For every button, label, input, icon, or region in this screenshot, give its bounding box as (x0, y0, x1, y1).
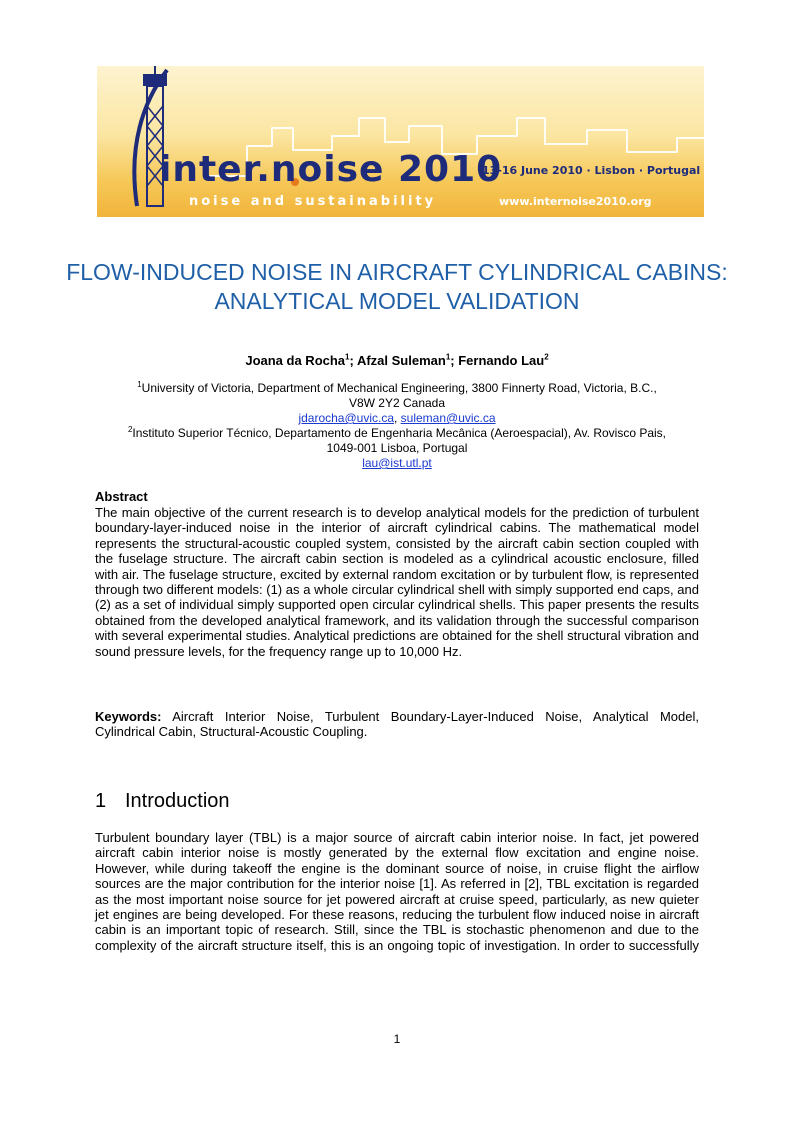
author-separator: ; (349, 353, 357, 368)
email-separator: , (394, 411, 401, 425)
affiliation-mark: 1 (137, 380, 142, 389)
abstract-heading: Abstract (95, 489, 148, 504)
email-link[interactable]: suleman@uvic.ca (400, 411, 496, 425)
affiliation-1-line-1: University of Victoria, Department of Mechanical Engineering, 3800 Finnerty Road, Victoria, B.C., (141, 381, 657, 395)
paper-title: FLOW-INDUCED NOISE IN AIRCRAFT CYLINDRICAL CABINS: ANALYTICAL MODEL VALIDATION (66, 259, 728, 314)
keywords (95, 709, 699, 740)
banner-date-location: 13-16 June 2010 · Lisbon · Portugal (482, 164, 701, 177)
section-title: Introduction (125, 790, 230, 812)
affiliation-1-emails (80, 411, 714, 426)
section-heading (95, 790, 230, 813)
email-link[interactable]: lau@ist.utl.pt (362, 456, 432, 470)
author-affiliation-mark: 1 (445, 352, 451, 362)
author-separator: ; (450, 353, 459, 368)
conference-banner (97, 66, 704, 217)
affiliations (80, 381, 714, 471)
affiliation-2-line-1: Instituto Superior Técnico, Departamento de Engenharia Mecânica (Aeroespacial), Av. Rovisco Pais, (132, 426, 667, 440)
affiliation-2-line-2: 1049-001 Lisboa, Portugal (326, 441, 468, 455)
author-name: Fernando Lau (458, 353, 545, 368)
abstract-text: The main objective of the current research is to develop analytical models for the prediction of turbulent boundary-layer-induced noise in the interior of aircraft cylindrical cabins. The mathematical model represents the structural-acoustic coupled system, consisted by the aircraft cabin section coupled with the fuselage structure. The aircraft cabin section is modeled as a cylindrical acoustic enclosure, filled with air. The fuselage structure, excited by external random excitation or by turbulent flow, is represented through two different models: (1) as a whole circular cylindrical shell with simply supported end caps, and (2) as a set of individual simply supported open circular cylindrical shells. This paper presents the results obtained from the developed analytical framework, and its validation through the successful comparison with several experimental studies. Analytical predictions are obtained for the shell structural vibration and sound pressure levels, for the frequency range up to 10,000 Hz. (95, 505, 699, 659)
affiliation-1-line-2: V8W 2Y2 Canada (348, 396, 446, 410)
affiliation-2 (80, 426, 714, 441)
page-number: 1 (393, 1032, 401, 1046)
affiliation-mark: 2 (127, 425, 133, 434)
introduction-text: Turbulent boundary layer (TBL) is a major source of aircraft cabin interior noise. In fact, jet powered aircraft cabin interior noise is mostly generated by the external flow excitation and engine noise. However, while during takeoff the engine is the dominant source of noise, in cruise flight the airflow sources are the major contribution for the interior noise [1]. As referred in [2], TBL excitation is regarded as the most important noise source for jet powered aircraft at cruise speed, particularly, as new quieter jet engines are being developed. For these reasons, reducing the turbulent flow induced noise in aircraft cabin is an important topic of research. Still, since the TBL is stochastic phenomenon and due to the complexity of the aircraft structure itself, this is an ongoing topic of investigation. In order to successfully (95, 830, 699, 953)
affiliation-2-email (80, 456, 714, 471)
author-list (60, 353, 734, 368)
author-name: Afzal Suleman (356, 353, 446, 368)
author-name: Joana da Rocha (245, 353, 346, 368)
banner-url[interactable]: www.internoise2010.org (499, 195, 652, 208)
keywords-label: Keywords: (95, 709, 162, 724)
banner-subtitle: noise and sustainability (189, 194, 437, 209)
email-link[interactable]: jdarocha@uvic.ca (298, 411, 394, 425)
author-affiliation-mark: 2 (544, 352, 549, 362)
section-number: 1 (95, 790, 107, 812)
author-affiliation-mark: 1 (345, 352, 350, 362)
keywords-text: Aircraft Interior Noise, Turbulent Boundary-Layer-Induced Noise, Analytical Model, Cylindrical Cabin, Structural-Acoustic Coupling. (95, 709, 699, 740)
affiliation-1 (80, 381, 714, 396)
banner-title: inter.noise 2010 (159, 149, 503, 190)
